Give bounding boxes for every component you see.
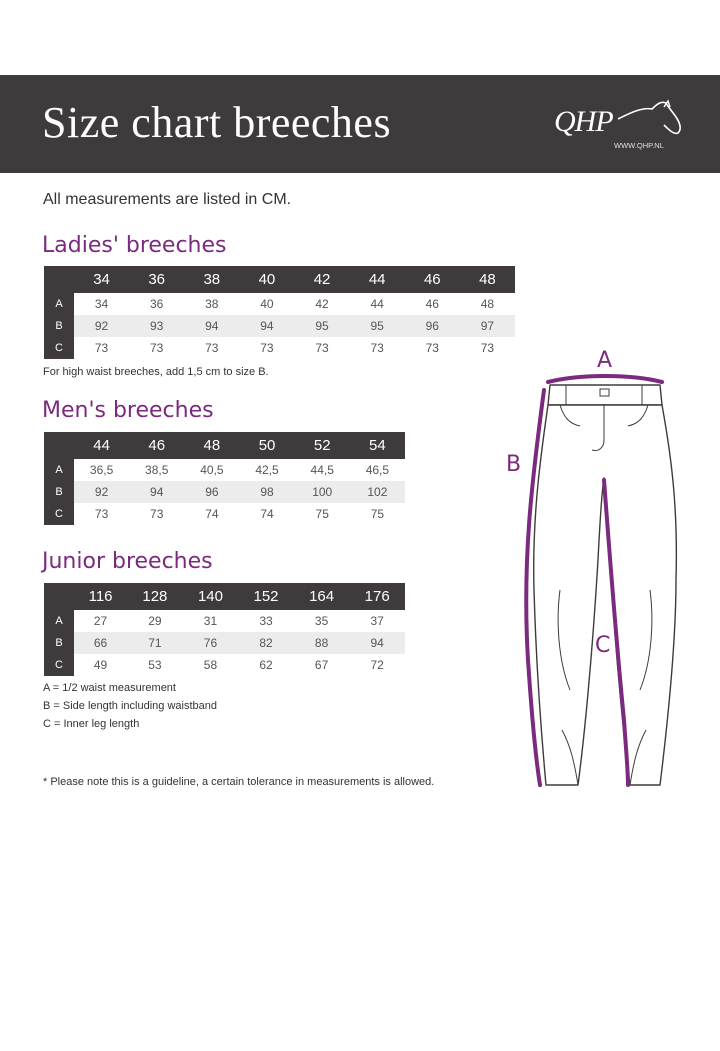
row-label: C <box>44 337 74 359</box>
table-cell: 94 <box>129 481 184 503</box>
size-header: 152 <box>238 583 294 610</box>
table-cell: 34 <box>94 297 109 311</box>
row-label: B <box>44 632 74 654</box>
row-label: A <box>44 293 74 315</box>
table-cell: 44,5 <box>310 463 334 477</box>
table-row <box>44 610 405 632</box>
table-row <box>44 337 515 359</box>
table-row <box>44 481 405 503</box>
table-cell: 53 <box>148 658 162 672</box>
table-cell: 88 <box>294 632 350 654</box>
size-header: 128 <box>127 583 183 610</box>
table-cell: 100 <box>295 481 350 503</box>
table-cell: 35 <box>314 614 329 628</box>
men-table <box>44 432 405 525</box>
size-header: 44 <box>74 432 129 459</box>
table-cell: 71 <box>127 632 183 654</box>
table-cell: 73 <box>260 341 274 355</box>
table-cell: 38 <box>205 297 219 311</box>
table-cell: 95 <box>350 315 405 337</box>
table-cell: 73 <box>205 341 219 355</box>
table-corner <box>44 432 74 459</box>
table-cell: 36 <box>150 297 164 311</box>
table-cell: 44 <box>370 297 384 311</box>
size-header: 46 <box>129 432 184 459</box>
horse-head-icon <box>616 99 686 141</box>
row-label: B <box>44 315 74 337</box>
legend-a: A = 1/2 waist measurement <box>43 682 176 694</box>
table-row <box>44 459 405 481</box>
table-cell: 29 <box>148 614 162 628</box>
table-cell: 73 <box>94 507 109 521</box>
table-cell: 40,5 <box>200 463 224 477</box>
size-header: 48 <box>460 266 515 293</box>
table-cell: 46,5 <box>365 463 390 477</box>
table-cell: 42 <box>315 297 329 311</box>
table-row <box>44 654 405 676</box>
table-cell: 72 <box>370 658 384 672</box>
label-a: A <box>597 348 613 373</box>
row-label: C <box>44 654 74 676</box>
breeches-diagram <box>500 360 700 800</box>
junior-title: Junior breeches <box>42 549 213 574</box>
table-cell: 94 <box>184 315 239 337</box>
disclaimer: * Please note this is a guideline, a certain tolerance in measurements is allowed. <box>43 776 435 788</box>
row-label: C <box>44 503 74 525</box>
size-header: 50 <box>239 432 294 459</box>
table-cell: 74 <box>260 507 274 521</box>
table-cell: 33 <box>259 614 273 628</box>
table-cell: 46 <box>425 297 439 311</box>
table-cell: 73 <box>150 507 164 521</box>
table-cell: 48 <box>480 297 495 311</box>
table-cell: 37 <box>370 614 384 628</box>
legend-c: C = Inner leg length <box>43 718 140 730</box>
size-header: 42 <box>295 266 350 293</box>
table-corner <box>44 583 74 610</box>
table-cell: 49 <box>93 658 108 672</box>
table-cell: 31 <box>203 614 218 628</box>
row-label: B <box>44 481 74 503</box>
table-cell: 95 <box>295 315 350 337</box>
size-header: 116 <box>74 583 127 610</box>
header-banner <box>0 75 720 173</box>
table-row <box>44 293 515 315</box>
size-header: 164 <box>294 583 350 610</box>
table-cell: 66 <box>74 632 127 654</box>
table-cell: 62 <box>259 658 273 672</box>
size-header: 38 <box>184 266 239 293</box>
table-cell: 94 <box>349 632 405 654</box>
table-cell: 73 <box>150 341 164 355</box>
label-b: B <box>506 452 522 477</box>
table-cell: 42,5 <box>255 463 279 477</box>
size-header: 140 <box>183 583 239 610</box>
table-cell: 40 <box>260 297 274 311</box>
page-title: Size chart breeches <box>42 98 392 147</box>
table-cell: 74 <box>205 507 219 521</box>
table-cell: 75 <box>370 507 385 521</box>
table-cell: 73 <box>480 341 495 355</box>
ladies-table <box>44 266 515 359</box>
table-cell: 98 <box>239 481 294 503</box>
table-cell: 58 <box>203 658 218 672</box>
table-cell: 73 <box>94 341 109 355</box>
table-cell: 75 <box>315 507 329 521</box>
table-cell: 73 <box>370 341 384 355</box>
size-header: 48 <box>184 432 239 459</box>
table-cell: 36,5 <box>89 463 114 477</box>
intro-text: All measurements are listed in CM. <box>43 191 292 208</box>
table-cell: 92 <box>74 481 129 503</box>
junior-table <box>44 583 405 676</box>
table-cell: 73 <box>425 341 439 355</box>
label-c: C <box>595 633 611 658</box>
table-cell: 96 <box>184 481 239 503</box>
size-header: 176 <box>349 583 405 610</box>
table-cell: 38,5 <box>145 463 169 477</box>
row-label: A <box>44 610 74 632</box>
ladies-title: Ladies' breeches <box>42 233 227 258</box>
men-title: Men's breeches <box>42 398 214 423</box>
size-header: 40 <box>239 266 294 293</box>
logo-url: WWW.QHP.NL <box>614 141 664 150</box>
table-corner <box>44 266 74 293</box>
table-cell: 27 <box>93 614 108 628</box>
table-cell: 76 <box>183 632 239 654</box>
table-cell: 93 <box>129 315 184 337</box>
size-header: 36 <box>129 266 184 293</box>
table-cell: 67 <box>314 658 329 672</box>
table-row <box>44 315 515 337</box>
size-header: 46 <box>405 266 460 293</box>
size-header: 54 <box>350 432 405 459</box>
table-cell: 102 <box>350 481 405 503</box>
table-cell: 82 <box>238 632 294 654</box>
row-label: A <box>44 459 74 481</box>
ladies-note: For high waist breeches, add 1,5 cm to size B. <box>43 366 269 378</box>
table-cell: 96 <box>405 315 460 337</box>
legend-b: B = Side length including waistband <box>43 700 217 712</box>
qhp-logo <box>550 99 690 155</box>
table-cell: 73 <box>315 341 329 355</box>
table-cell: 97 <box>460 315 515 337</box>
size-header: 52 <box>295 432 350 459</box>
table-cell: 94 <box>239 315 294 337</box>
logo-text: QHP <box>554 105 613 138</box>
table-row <box>44 632 405 654</box>
table-row <box>44 503 405 525</box>
table-cell: 92 <box>74 315 129 337</box>
size-header: 34 <box>74 266 129 293</box>
size-header: 44 <box>350 266 405 293</box>
